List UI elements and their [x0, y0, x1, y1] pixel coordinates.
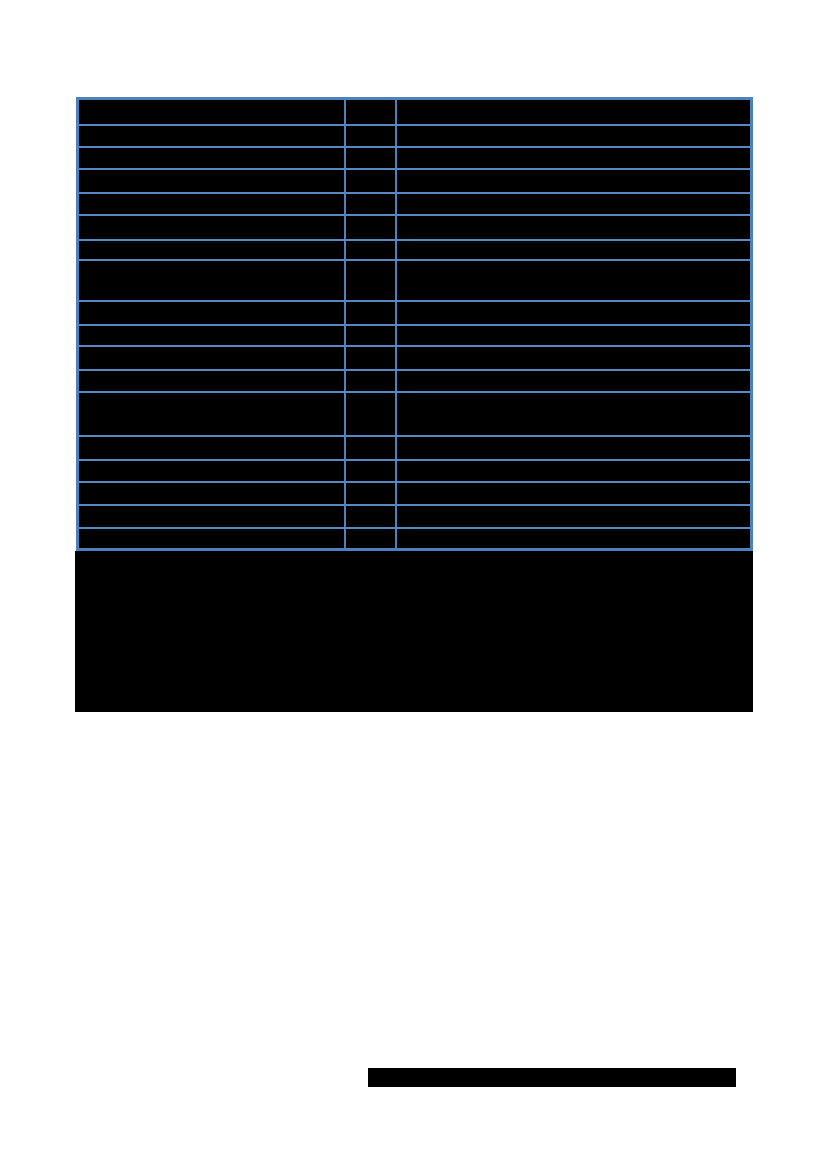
table-row [79, 214, 750, 239]
table-cell [79, 261, 344, 300]
table-cell [344, 347, 395, 369]
table-cell [344, 461, 395, 481]
table-cell [395, 216, 750, 239]
table-row [79, 345, 750, 369]
table-cell [79, 170, 344, 192]
table-row [79, 369, 750, 391]
table-row [79, 239, 750, 259]
table-cell [395, 302, 750, 324]
table-row [79, 300, 750, 324]
table-cell [395, 483, 750, 504]
table-cell [79, 126, 344, 146]
table-cell [344, 170, 395, 192]
table-cell [79, 347, 344, 369]
table-cell [79, 371, 344, 391]
table-row [79, 146, 750, 168]
table-cell [395, 461, 750, 481]
table-cell [395, 100, 750, 124]
redaction-bar [368, 1068, 736, 1087]
table-row [79, 259, 750, 300]
table-cell [395, 393, 750, 435]
table-cell [344, 216, 395, 239]
table-cell [79, 461, 344, 481]
table-cell [395, 347, 750, 369]
table-cell [344, 126, 395, 146]
table-cell [79, 326, 344, 345]
table-row [79, 391, 750, 435]
table-cell [344, 393, 395, 435]
table-row [79, 527, 750, 549]
table-row [79, 100, 750, 124]
table-row [79, 435, 750, 459]
table-cell [344, 302, 395, 324]
table-cell [79, 529, 344, 549]
table-cell [395, 194, 750, 214]
table-cell [395, 529, 750, 549]
table-cell [79, 483, 344, 504]
table-cell [79, 437, 344, 459]
table-cell [344, 241, 395, 259]
table-cell [79, 216, 344, 239]
table-cell [79, 302, 344, 324]
table-row [79, 192, 750, 214]
table-row [79, 459, 750, 481]
table-cell [79, 393, 344, 435]
table-cell [79, 506, 344, 527]
table-cell [344, 529, 395, 549]
table-cell [79, 148, 344, 168]
table-row [79, 481, 750, 504]
table-cell [395, 437, 750, 459]
table-cell [79, 194, 344, 214]
table-cell [395, 506, 750, 527]
table-cell [395, 371, 750, 391]
table-cell [395, 261, 750, 300]
table-cell [344, 506, 395, 527]
table-cell [344, 437, 395, 459]
table-cell [344, 483, 395, 504]
table-cell [395, 170, 750, 192]
table-cell [344, 148, 395, 168]
table-cell [344, 261, 395, 300]
table-cell [395, 126, 750, 146]
table-cell [344, 194, 395, 214]
table-cell [79, 241, 344, 259]
table-row [79, 168, 750, 192]
table-cell [344, 100, 395, 124]
table-cell [395, 148, 750, 168]
table-cell [395, 326, 750, 345]
table-row [79, 324, 750, 345]
table-cell [344, 326, 395, 345]
table-cell [395, 241, 750, 259]
table-row [79, 124, 750, 146]
redaction-block [75, 551, 753, 712]
redacted-table [76, 97, 753, 551]
table-row [79, 504, 750, 527]
table-cell [79, 100, 344, 124]
table-cell [344, 371, 395, 391]
